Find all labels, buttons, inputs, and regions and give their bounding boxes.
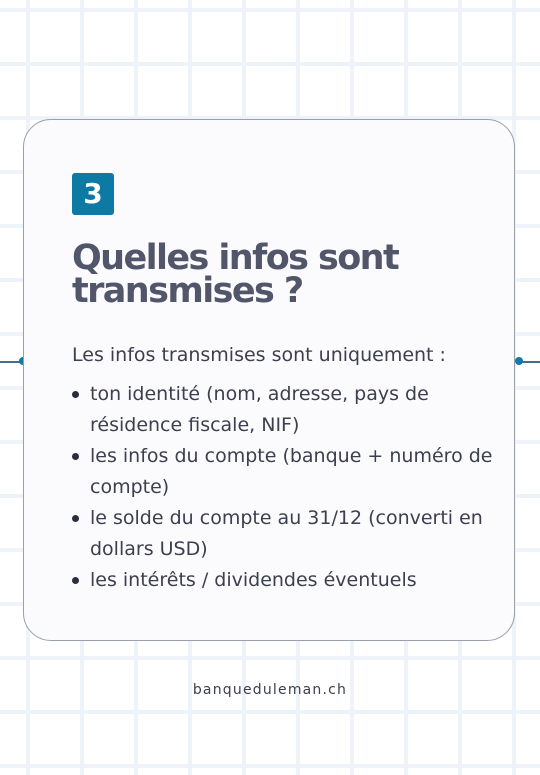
list-item: les infos du compte (banque + numéro de compte) [90, 441, 495, 503]
card-intro: Les infos transmises sont uniquement : [72, 344, 446, 366]
info-card [23, 119, 515, 641]
list-item: ton identité (nom, adresse, pays de résidence fiscale, NIF) [90, 379, 495, 441]
right-connector-dot [515, 357, 523, 365]
list-item: les intérêts / dividendes éventuels [90, 565, 495, 596]
info-list [90, 379, 495, 596]
list-item: le solde du compte au 31/12 (converti en dollars USD) [90, 503, 495, 565]
website-footer: banqueduleman.ch [192, 682, 348, 698]
card-title: Quelles infos sont transmises ? [72, 238, 399, 311]
step-number-badge: 3 [72, 173, 114, 215]
